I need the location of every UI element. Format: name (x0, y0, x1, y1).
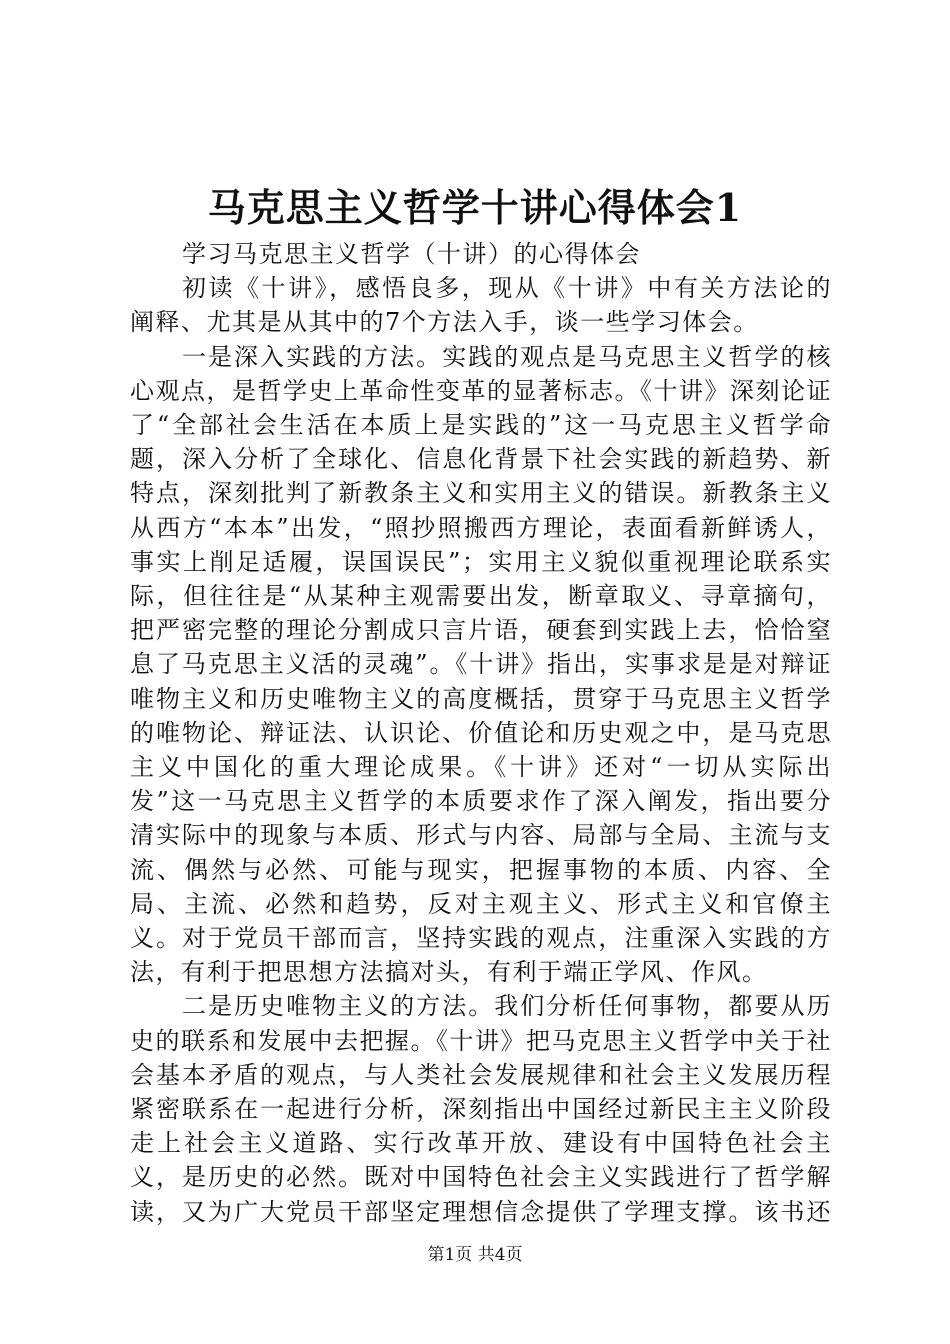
body-text (130, 271, 832, 1231)
paragraph-historical-materialism: 二是历史唯物主义的方法。我们分析任何事物，都要从历史的联系和发展中去把握。《十讲》把马克思主义哲学中关于社会基本矛盾的观点，与人类社会发展规律和社会主义发展历程紧密联系在一起进行分析，深刻指出中国经过新民主主义阶段走上社会主义道路、实行改革开放、建设有中国特色社会主义，是历史的必然。既对中国特色社会主义实践进行了哲学解读，又为广大党员干部坚定理想信念提供了学理支撑。该书还 (130, 992, 832, 1226)
document-title: 马克思主义哲学十讲心得体会1 (207, 185, 743, 230)
document-subtitle: 学习马克思主义哲学（十讲）的心得体会 (182, 240, 641, 268)
paragraph-intro: 初读《十讲》，感悟良多，现从《十讲》中有关方法论的阐释、尤其是从其中的7个方法入手，谈一些学习体会。 (130, 274, 832, 337)
document-body (130, 237, 832, 1231)
page-number: 第1页 共4页 (427, 1245, 523, 1265)
paragraph-practice-method: 一是深入实践的方法。实践的观点是马克思主义哲学的核心观点，是哲学史上革命性变革的显著标志。《十讲》深刻论证了“全部社会生活在本质上是实践的”这一马克思主义哲学命题，深入分析了全球化、信息化背景下社会实践的新趋势、新特点，深刻批判了新教条主义和实用主义的错误。新教条主义从西方“本本”出发，“照抄照搬西方理论，表面看新鲜诱人，事实上削足适履，误国误民”；实用主义貌似重视理论联系实际，但往往是“从某种主观需要出发，断章取义、寻章摘句，把严密完整的理论分割成只言片语，硬套到实践上去，恰恰窒息了马克思主义活的灵魂”。《十讲》指出，实事求是是对辩证唯物主义和历史唯物主义的高度概括，贯穿于马克思主义哲学的唯物论、辩证法、认识论、价值论和历史观之中，是马克思主义中国化的重大理论成果。《十讲》还对“一切从实际出发”这一马克思主义哲学的本质要求作了深入阐发，指出要分清实际中的现象与本质、形式与内容、局部与全局、主流与支流、偶然与必然、可能与现实，把握事物的本质、内容、全局、主流、必然和趋势，反对主观主义、形式主义和官僚主义。对于党员干部而言，坚持实践的观点，注重深入实践的方法，有利于把思想方法搞对头，有利于端正学风、作风。 (130, 342, 832, 987)
